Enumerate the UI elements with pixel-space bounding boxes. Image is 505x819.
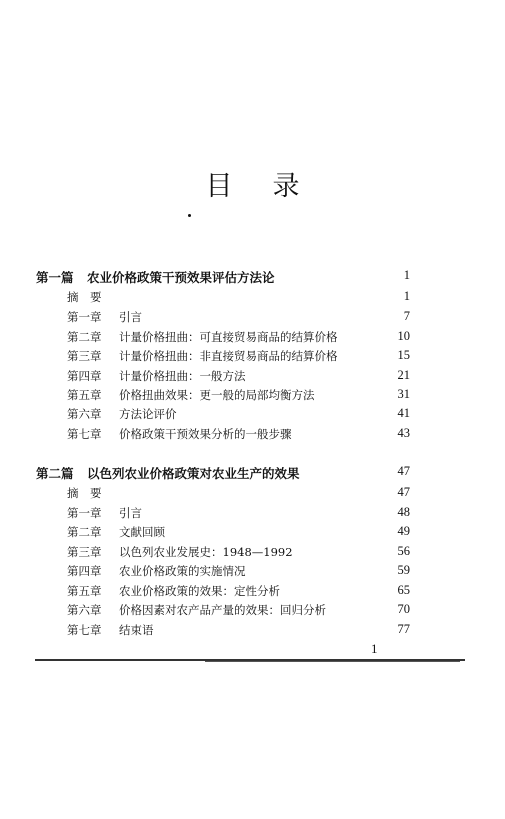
toc-entry — [67, 544, 410, 560]
toc-entry — [67, 524, 410, 540]
entry-label: 第五章 — [67, 584, 102, 598]
part-page: 1 — [403, 268, 410, 282]
entry-page: 47 — [397, 485, 410, 499]
entry-page: 1 — [403, 289, 410, 303]
entry-page: 56 — [397, 544, 410, 558]
entry-page: 43 — [397, 426, 410, 440]
toc-entry — [67, 563, 410, 579]
toc-entry — [67, 368, 410, 384]
toc-part-2 — [36, 464, 410, 481]
part-label: 第一篇 — [36, 270, 74, 285]
entry-label: 摘 要 — [67, 486, 102, 500]
entry-label: 第七章 — [67, 623, 102, 637]
entry-label: 第一章 — [67, 310, 102, 324]
part-label: 第二篇 — [36, 466, 74, 481]
entry-page: 77 — [397, 622, 410, 636]
entry-title: 文献回顾 — [119, 525, 165, 539]
entry-label: 摘 要 — [67, 290, 102, 304]
entry-title: 方法论评价 — [119, 407, 177, 421]
toc-entry — [67, 289, 410, 305]
entry-title: 引言 — [119, 506, 142, 520]
entry-title: 结束语 — [119, 623, 154, 637]
entry-title: 计量价格扭曲：非直接贸易商品的结算价格 — [119, 349, 338, 363]
part-title: 以色列农业价格政策对农业生产的效果 — [87, 466, 300, 481]
entry-page: 10 — [397, 329, 410, 343]
entry-page: 65 — [397, 583, 410, 597]
page-title: 目录 — [205, 171, 340, 202]
toc-entry — [67, 426, 410, 442]
toc-entry — [67, 329, 410, 345]
toc-part-1 — [36, 268, 410, 285]
entry-page: 48 — [397, 505, 410, 519]
page-number: 1 — [371, 641, 378, 656]
entry-title: 引言 — [119, 310, 142, 324]
entry-page: 59 — [397, 563, 410, 577]
toc-entry — [67, 583, 410, 599]
entry-page: 41 — [397, 406, 410, 420]
entry-title: 价格扭曲效果：更一般的局部均衡方法 — [119, 388, 315, 402]
footer-rule-shadow — [205, 661, 460, 662]
toc-entry — [67, 505, 410, 521]
part-page: 47 — [397, 464, 410, 478]
entry-title: 计量价格扭曲：可直接贸易商品的结算价格 — [119, 330, 338, 344]
entry-page: 70 — [397, 602, 410, 616]
toc-entry — [67, 602, 410, 618]
entry-label: 第四章 — [67, 564, 102, 578]
decorative-dot — [188, 214, 191, 217]
entry-label: 第二章 — [67, 525, 102, 539]
entry-page: 31 — [397, 387, 410, 401]
toc-entry — [67, 622, 410, 638]
entry-title: 农业价格政策的效果：定性分析 — [119, 584, 280, 598]
entry-label: 第四章 — [67, 369, 102, 383]
toc-entry — [67, 387, 410, 403]
toc-entry — [67, 309, 410, 325]
entry-label: 第三章 — [67, 545, 102, 559]
entry-label: 第五章 — [67, 388, 102, 402]
toc-entry — [67, 348, 410, 364]
entry-page: 15 — [397, 348, 410, 362]
entry-title: 价格因素对农产品产量的效果：回归分析 — [119, 603, 326, 617]
entry-title: 以色列农业发展史：1948—1992 — [119, 545, 293, 559]
entry-title: 计量价格扭曲：一般方法 — [119, 369, 246, 383]
entry-label: 第二章 — [67, 330, 102, 344]
toc-entry — [67, 406, 410, 422]
entry-title: 农业价格政策的实施情况 — [119, 564, 246, 578]
entry-label: 第六章 — [67, 603, 102, 617]
entry-title: 价格政策干预效果分析的一般步骤 — [119, 427, 292, 441]
toc-entry — [67, 485, 410, 501]
entry-label: 第三章 — [67, 349, 102, 363]
entry-page: 21 — [397, 368, 410, 382]
part-title: 农业价格政策干预效果评估方法论 — [87, 270, 275, 285]
entry-page: 7 — [403, 309, 410, 323]
entry-label: 第七章 — [67, 427, 102, 441]
entry-label: 第一章 — [67, 506, 102, 520]
entry-page: 49 — [397, 524, 410, 538]
entry-label: 第六章 — [67, 407, 102, 421]
